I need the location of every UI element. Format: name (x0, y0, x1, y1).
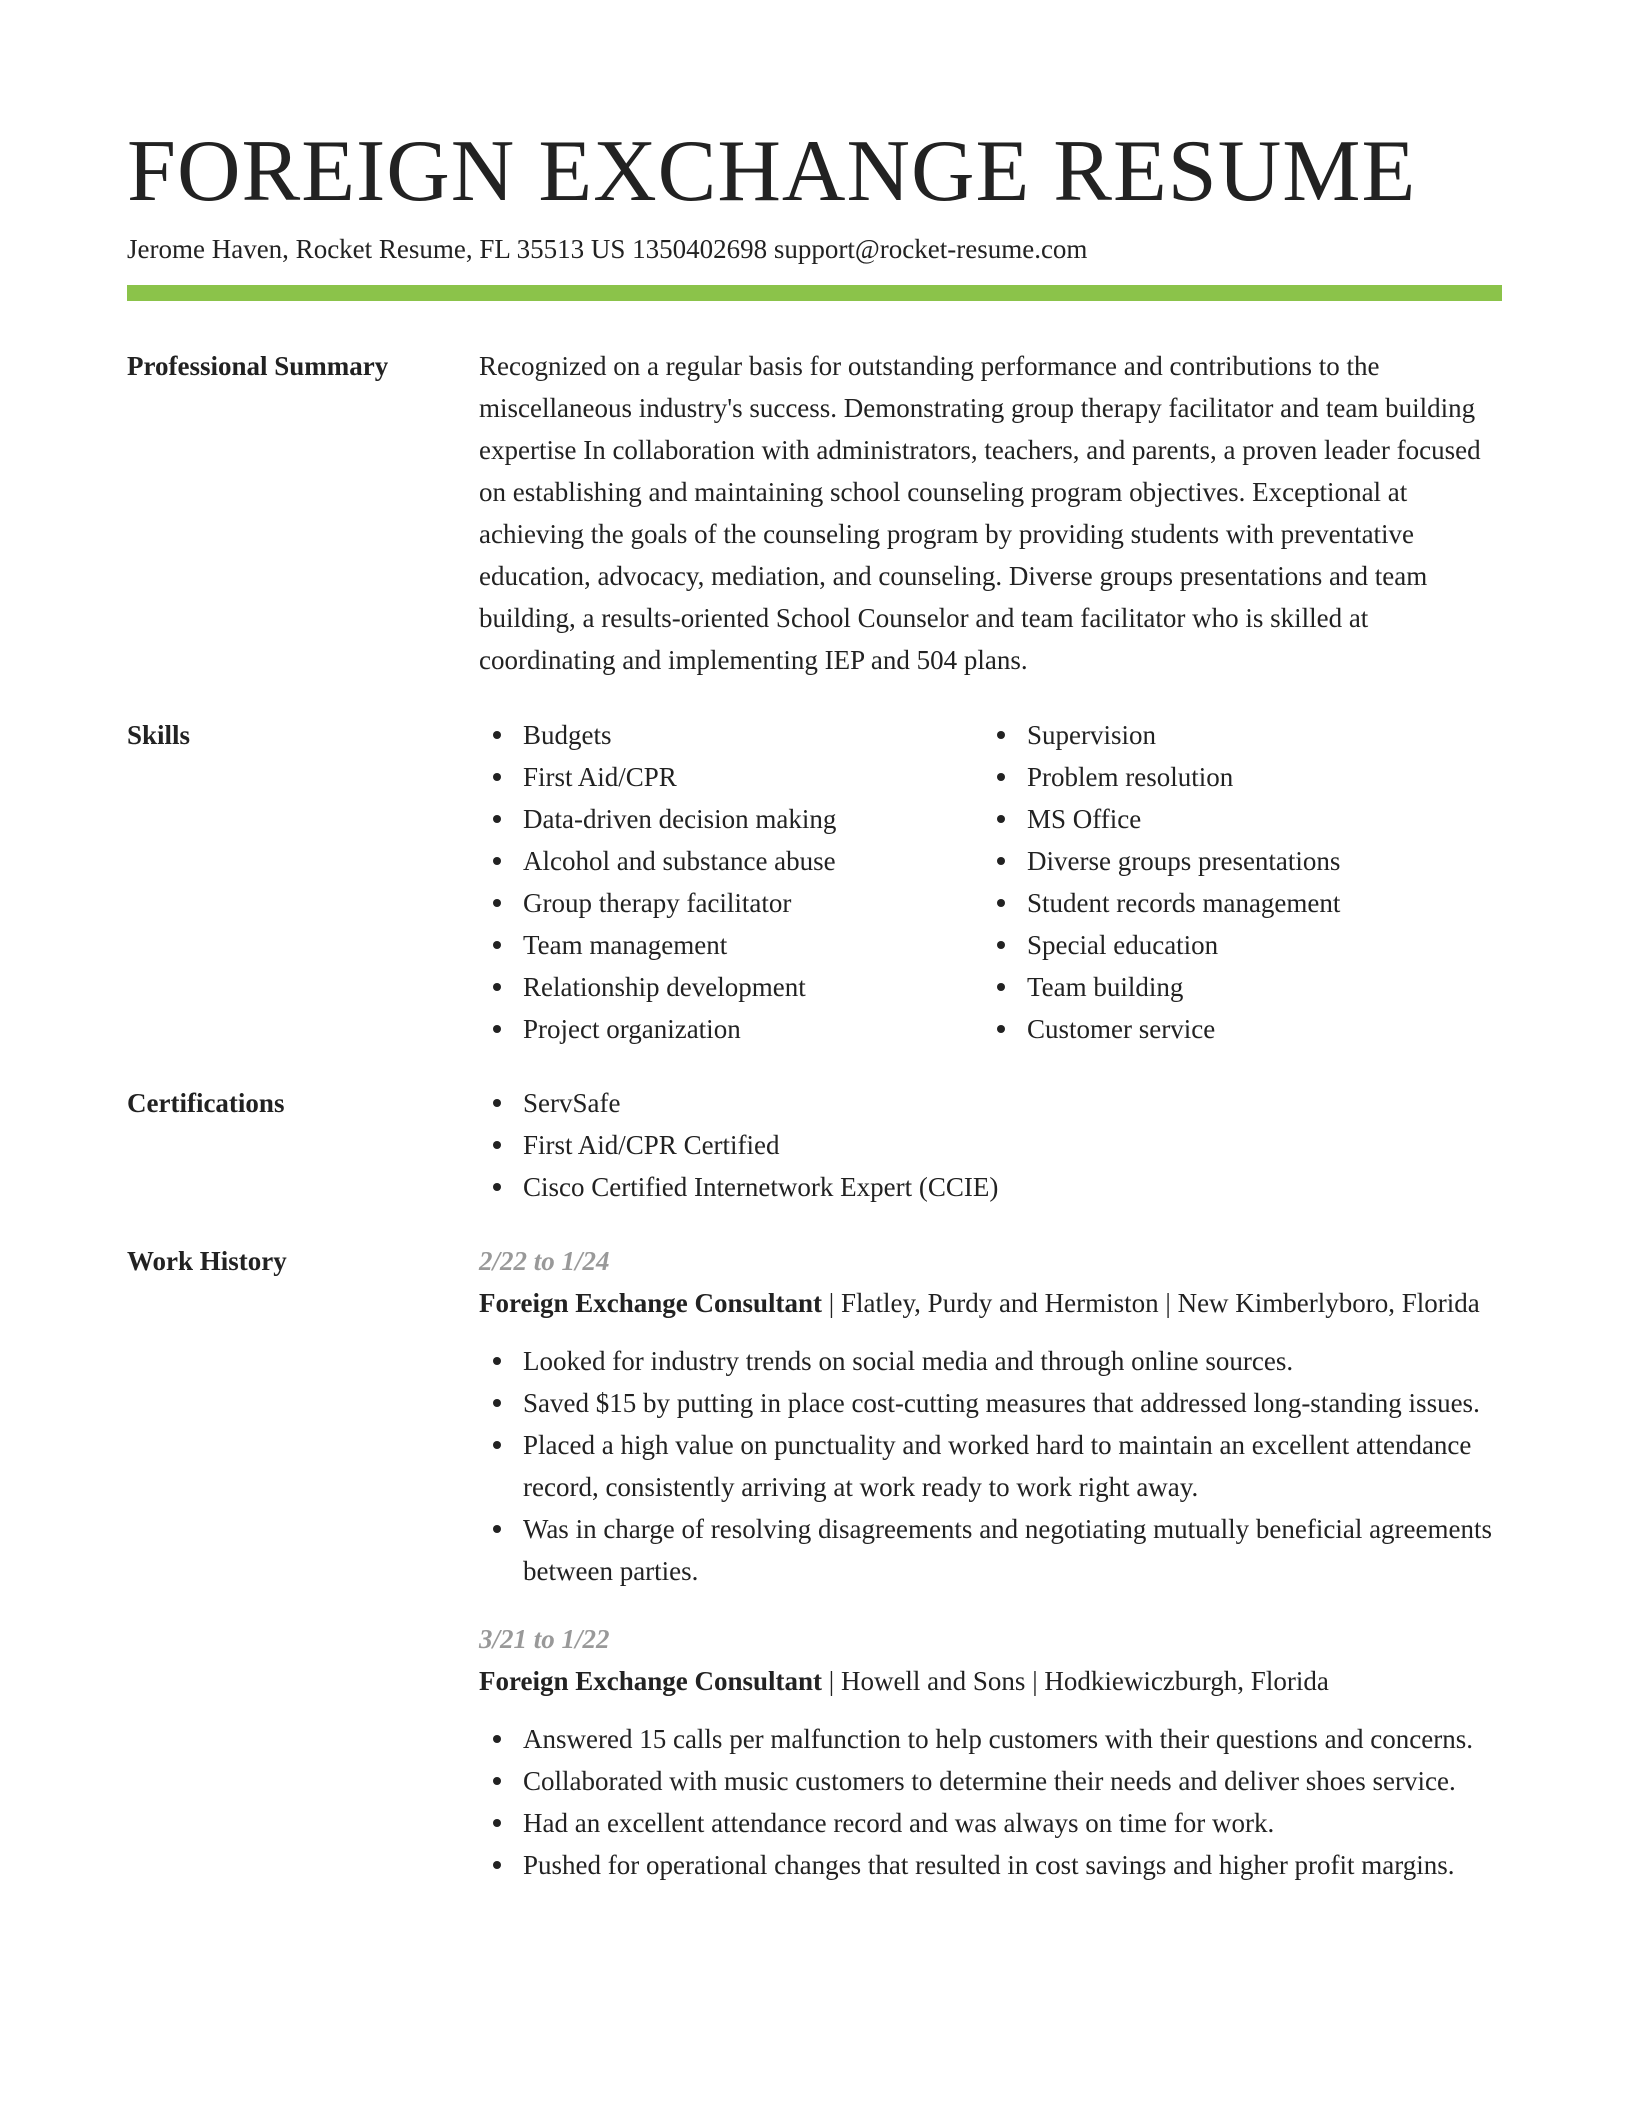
contact-line: Jerome Haven, Rocket Resume, FL 35513 US 1350402698 support@rocket-resume.com (127, 234, 1088, 264)
job-bullet: Placed a high value on punctuality and worked hard to maintain an excellent attendance record, consistently arriving at work ready to work right away. (479, 1424, 1504, 1508)
skills-list (479, 714, 1504, 1050)
summary-body (479, 345, 1504, 681)
certification-item: Cisco Certified Internetwork Expert (CCIE) (479, 1166, 1504, 1208)
skill-item: Group therapy facilitator (479, 882, 983, 924)
job-bullets (479, 1340, 1504, 1592)
certification-item: ServSafe (479, 1082, 1504, 1124)
resume-title: FOREIGN EXCHANGE RESUME (127, 123, 1417, 220)
job-bullet: Was in charge of resolving disagreements and negotiating mutually beneficial agreements between parties. (479, 1508, 1504, 1592)
job-details: | Flatley, Purdy and Hermiston | New Kimberlyboro, Florida (822, 1288, 1480, 1318)
skill-item: Student records management (983, 882, 1487, 924)
job-entry (479, 1240, 1504, 1592)
accent-divider (127, 285, 1502, 301)
skill-item: MS Office (983, 798, 1487, 840)
job-details: | Howell and Sons | Hodkiewiczburgh, Florida (822, 1666, 1329, 1696)
job-bullet: Pushed for operational changes that resulted in cost savings and higher profit margins. (479, 1844, 1504, 1886)
skills-column-left (479, 714, 983, 1050)
skill-item: Supervision (983, 714, 1487, 756)
skill-item: Team building (983, 966, 1487, 1008)
skill-item: Special education (983, 924, 1487, 966)
job-bullet: Saved $15 by putting in place cost-cutting measures that addressed long-standing issues. (479, 1382, 1504, 1424)
job-title: Foreign Exchange Consultant (479, 1666, 823, 1696)
section-label-certifications: Certifications (127, 1088, 285, 1118)
job-dates: 3/21 to 1/22 (479, 1624, 610, 1654)
section-label-skills: Skills (127, 720, 191, 750)
job-bullets (479, 1718, 1504, 1886)
job-heading (479, 1660, 1504, 1702)
job-heading (479, 1282, 1504, 1324)
job-entry (479, 1618, 1504, 1886)
skill-item: Problem resolution (983, 756, 1487, 798)
section-label-summary: Professional Summary (127, 351, 389, 381)
certifications-list (479, 1082, 1504, 1208)
job-bullet: Collaborated with music customers to determine their needs and deliver shoes service. (479, 1760, 1504, 1802)
certifications-body (479, 1082, 1504, 1208)
summary-text: Recognized on a regular basis for outstanding performance and contributions to the miscellaneous industry's success. Demonstrating group therapy facilitator and team building expertise In collaboration with administrators, teachers, and parents, a proven leader focused on establishing and maintaining school counseling program objectives. Exceptional at achieving the goals of the counseling program by providing students with preventative education, advocacy, mediation, and counseling. Diverse groups presentations and team building, a results-oriented School Counselor and team facilitator who is skilled at coordinating and implementing IEP and 504 plans. (479, 351, 1481, 675)
job-bullet: Looked for industry trends on social media and through online sources. (479, 1340, 1504, 1382)
job-bullet: Answered 15 calls per malfunction to help customers with their questions and concerns. (479, 1718, 1504, 1760)
work-history-body (479, 1240, 1504, 1912)
skill-item: Project organization (479, 1008, 983, 1050)
skills-column-right (983, 714, 1487, 1050)
skill-item: Diverse groups presentations (983, 840, 1487, 882)
job-dates: 2/22 to 1/24 (479, 1246, 610, 1276)
skill-item: Data-driven decision making (479, 798, 983, 840)
skill-item: Team management (479, 924, 983, 966)
skill-item: Alcohol and substance abuse (479, 840, 983, 882)
job-title: Foreign Exchange Consultant (479, 1288, 823, 1318)
job-bullet: Had an excellent attendance record and was always on time for work. (479, 1802, 1504, 1844)
section-label-work-history: Work History (127, 1246, 287, 1276)
skill-item: First Aid/CPR (479, 756, 983, 798)
certification-item: First Aid/CPR Certified (479, 1124, 1504, 1166)
skill-item: Budgets (479, 714, 983, 756)
skill-item: Customer service (983, 1008, 1487, 1050)
skill-item: Relationship development (479, 966, 983, 1008)
